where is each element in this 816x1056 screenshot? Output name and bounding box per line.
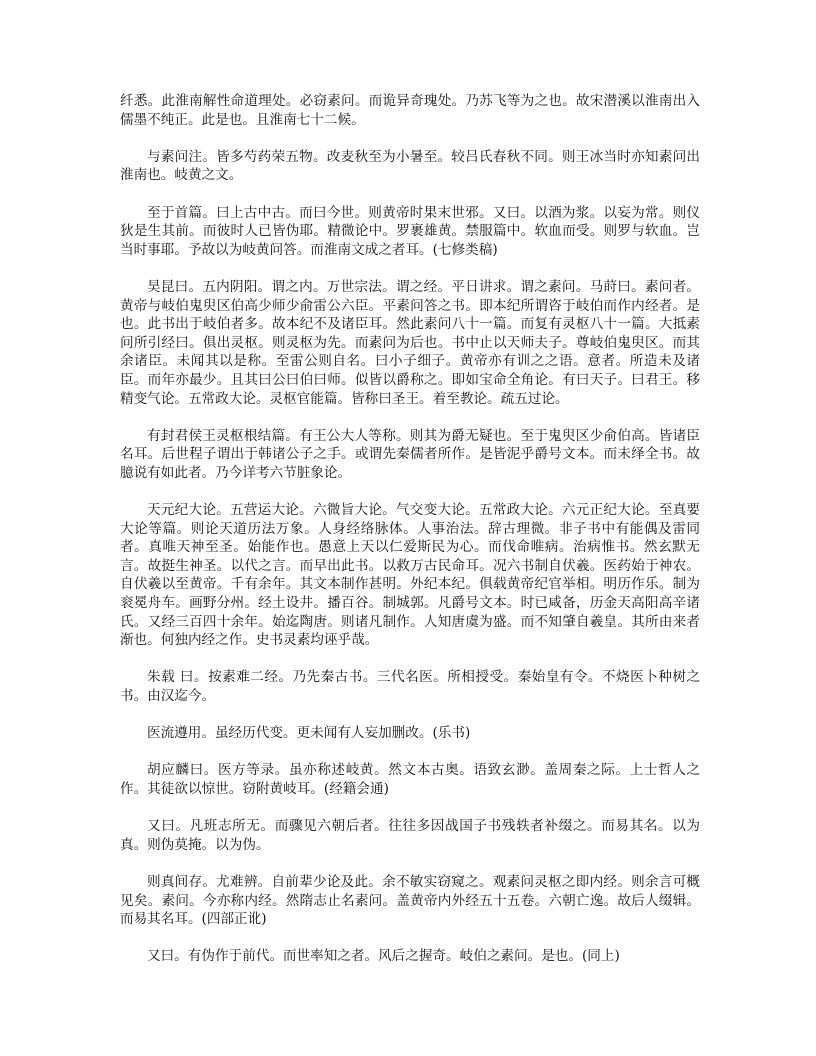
paragraph: 则真间存。尤难辨。自前辈少论及此。余不敏实窃窥之。观素问灵枢之即内经。则余言可概见矣。素问。今亦称内经。然隋志止名素问。盖黄帝内外经五十五卷。六朝亡逸。故后人缀辑。而易其名耳。(四部正讹): [120, 873, 700, 928]
paragraph: 又曰。有伪作于前代。而世率知之者。风后之握奇。岐伯之素问。是也。(同上): [147, 948, 620, 965]
paragraph: 又曰。凡班志所无。而骤见六朝后者。往往多因战国子书残轶者补缀之。而易其名。以为真。则伪莫掩。以为伪。: [120, 818, 700, 853]
paragraph: 纤悉。此淮南解性命道理处。必窃素问。而诡异奇瑰处。乃苏飞等为之也。故宋潜溪以淮南出入儒墨不纯正。此是也。且淮南七十二候。: [120, 93, 700, 128]
paragraph: 与素问注。皆多芍药荣五物。改麦秋至为小暑至。较吕氏春秋不同。则王冰当时亦知素问出淮南也。岐黄之文。: [120, 148, 700, 184]
paragraph: 胡应麟曰。医方等录。虽亦称述岐黄。然文本古奥。语致玄渺。盖周秦之际。上士哲人之作。其徒欲以惊世。窃附黄岐耳。(经籍会通): [120, 762, 700, 797]
paragraph: 朱载 曰。按素难二经。乃先秦古书。三代名医。所相授受。秦始皇有令。不烧医卜种树之书。由汉迄今。: [120, 669, 700, 704]
paragraph: 至于首篇。曰上古中古。而曰今世。则黄帝时果末世邪。又曰。以酒为浆。以妄为常。则仪狄是生其前。而彼时人已皆伪耶。精微论中。罗裹雄黄。禁服篇中。软血而受。则罗与软血。岂当时事耶。予故以为岐黄问答。而淮南文成之者耳。(七修类稿): [120, 204, 700, 258]
paragraph: 有封君侯王灵枢根结篇。有王公大人等称。则其为爵无疑也。至于鬼臾区少俞伯高。皆诸臣名耳。后世程子谓出于韩诸公子之手。或谓先秦儒者所作。是皆泥乎爵号文本。而未绎全书。故臆说有如此者。乃今详考六节脏象论。: [120, 427, 700, 481]
document-body: [120, 92, 700, 985]
paragraph: 昊昆曰。五内阴阳。谓之内。万世宗法。谓之经。平日讲求。谓之素问。马莳曰。素问者。黄帝与岐伯鬼臾区伯高少师少俞雷公六臣。平素问答之书。即本纪所谓咨于岐伯而作内经者。是也。此书出于岐伯者多。故本纪不及诸臣耳。然此素问八十一篇。而复有灵枢八十一篇。大抵素问所引经曰。俱出灵枢。则灵枢为先。而素问为后也。书中止以天师夫子。尊岐伯鬼臾区。而其余诸臣。未闻其以是称。至雷公则自名。曰小子细子。黄帝亦有训之之语。意者。所造未及诸臣。而年亦最少。且其曰公曰伯曰师。似皆以爵称之。即如宝命全角论。有曰天子。曰君王。移精变气论。五常政大论。灵枢官能篇。皆称曰圣王。着至教论。疏五过论。: [120, 278, 700, 407]
paragraph: 医流遵用。虽经历代变。更未闻有人妄加删改。(乐书): [147, 725, 471, 742]
paragraph: 天元纪大论。五营运大论。六微旨大论。气交变大论。五常政大论。六元正纪大论。至真要大论等篇。则论天道历法万象。人身经络脉体。人事治法。辞古理微。非子书中有能偶及雷同者。真唯天神至圣。始能作也。愚意上天以仁爱斯民为心。而伐命唯病。治病惟书。然玄默无言。故挺生神圣。以代之言。而早出此书。以救万古民命耳。况六书制自伏羲。医药始于神农。自伏羲以至黄帝。千有余年。其文本制作甚明。外纪本纪。俱载黄帝纪官举相。明历作乐。制为衮冕舟车。画野分州。经土设井。播百谷。制城郭。凡爵号文本。时已咸备，历金天高阳高辛诸氏。又经三百四十余年。始迄陶唐。则诸凡制作。人知唐虞为盛。而不知肇自羲皇。其所由来者渐也。何独内经之作。史书灵素均诬乎哉。: [120, 502, 700, 649]
